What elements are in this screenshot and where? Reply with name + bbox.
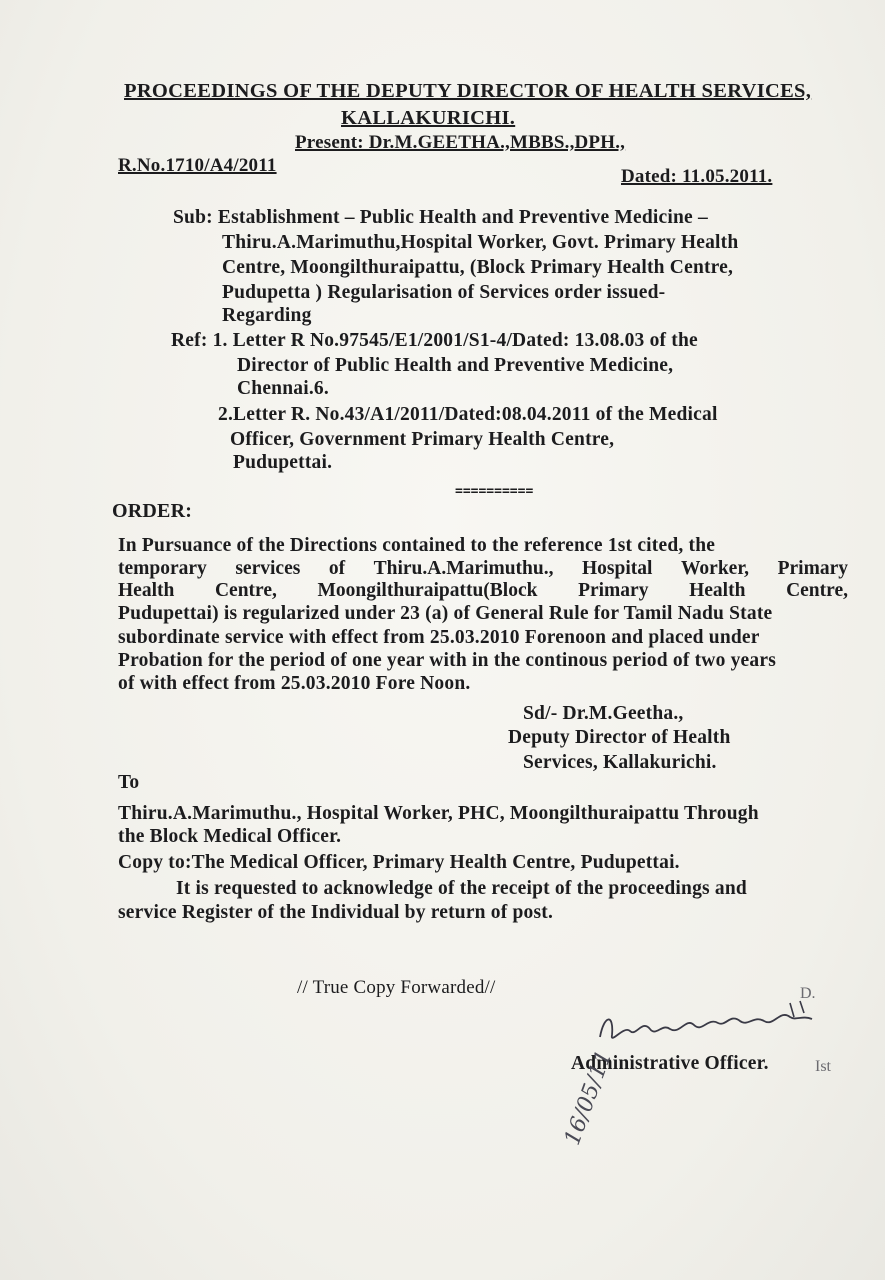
addressee-line: the Block Medical Officer. (118, 826, 342, 847)
subject-line: Sub: Establishment – Public Health and Preventive Medicine – (173, 207, 708, 228)
order-word: temporary (118, 558, 207, 579)
order-line: Probation for the period of one year with in the continous period of two years (118, 650, 776, 671)
order-word: Centre, (786, 580, 848, 601)
order-word: Thiru.A.Marimuthu., (373, 558, 554, 579)
reference-number: R.No.1710/A4/2011 (118, 155, 277, 176)
subject-line: Pudupetta ) Regularisation of Services order issued- (222, 282, 666, 303)
margin-note: Ist (815, 1058, 831, 1075)
reference-line: 2.Letter R. No.43/A1/2011/Dated:08.04.2011 of the Medical (218, 404, 718, 425)
subject-line: Centre, Moongilthuraipattu, (Block Primary Health Centre, (222, 257, 734, 278)
copy-to-line: Copy to:The Medical Officer, Primary Health Centre, Pudupettai. (118, 852, 680, 873)
reference-line: Chennai.6. (237, 378, 329, 399)
signature-office: Services, Kallakurichi. (523, 752, 717, 773)
order-word: Moongilthuraipattu(Block (317, 580, 538, 601)
order-line: of with effect from 25.03.2010 Fore Noon. (118, 673, 471, 694)
order-word: of (328, 558, 346, 579)
order-line: Pudupettai) is regularized under 23 (a) of General Rule for Tamil Nadu State (118, 603, 773, 624)
order-line (118, 580, 848, 602)
document-title: PROCEEDINGS OF THE DEPUTY DIRECTOR OF HEALTH SERVICES, (124, 80, 812, 102)
order-word: Hospital (582, 558, 653, 579)
handwritten-signature (590, 995, 830, 1055)
order-word: Health (689, 580, 746, 601)
order-heading: ORDER: (112, 500, 193, 522)
margin-initial: D. (800, 985, 816, 1002)
reference-line: Director of Public Health and Preventive Medicine, (237, 355, 674, 376)
signature-designation: Deputy Director of Health (508, 727, 731, 748)
order-word: services (235, 558, 301, 579)
signature-name: Sd/- Dr.M.Geetha., (523, 703, 684, 724)
order-line: In Pursuance of the Directions contained to the reference 1st cited, the (118, 535, 716, 556)
reference-line: Officer, Government Primary Health Centre, (230, 429, 615, 450)
subject-line: Regarding (222, 305, 312, 326)
reference-line: Pudupettai. (233, 452, 333, 473)
true-copy-note: // True Copy Forwarded// (297, 977, 496, 998)
to-label: To (118, 772, 140, 793)
subject-line: Thiru.A.Marimuthu,Hospital Worker, Govt. Primary Health (222, 232, 739, 253)
order-word: Health (118, 580, 175, 601)
separator: ========== (455, 484, 534, 499)
order-line (118, 558, 848, 580)
document-title-place: KALLAKURICHI. (341, 107, 516, 129)
order-word: Centre, (214, 580, 277, 601)
present-officer: Present: Dr.M.GEETHA.,MBBS.,DPH., (295, 132, 626, 153)
order-word: Primary (777, 558, 848, 579)
reference-line: Ref: 1. Letter R No.97545/E1/2001/S1-4/Dated: 13.08.03 of the (171, 330, 698, 351)
order-word: Primary (578, 580, 649, 601)
handwritten-date: 16/05/11 (560, 1047, 618, 1149)
administrative-officer: Administrative Officer. (571, 1053, 769, 1074)
request-line: It is requested to acknowledge of the receipt of the proceedings and (176, 878, 747, 899)
addressee-line: Thiru.A.Marimuthu., Hospital Worker, PHC, Moongilthuraipattu Through (118, 803, 759, 824)
request-line: service Register of the Individual by return of post. (118, 902, 554, 923)
order-word: Worker, (680, 558, 750, 579)
document-date: Dated: 11.05.2011. (621, 166, 773, 187)
order-line: subordinate service with effect from 25.03.2010 Forenoon and placed under (118, 627, 760, 648)
